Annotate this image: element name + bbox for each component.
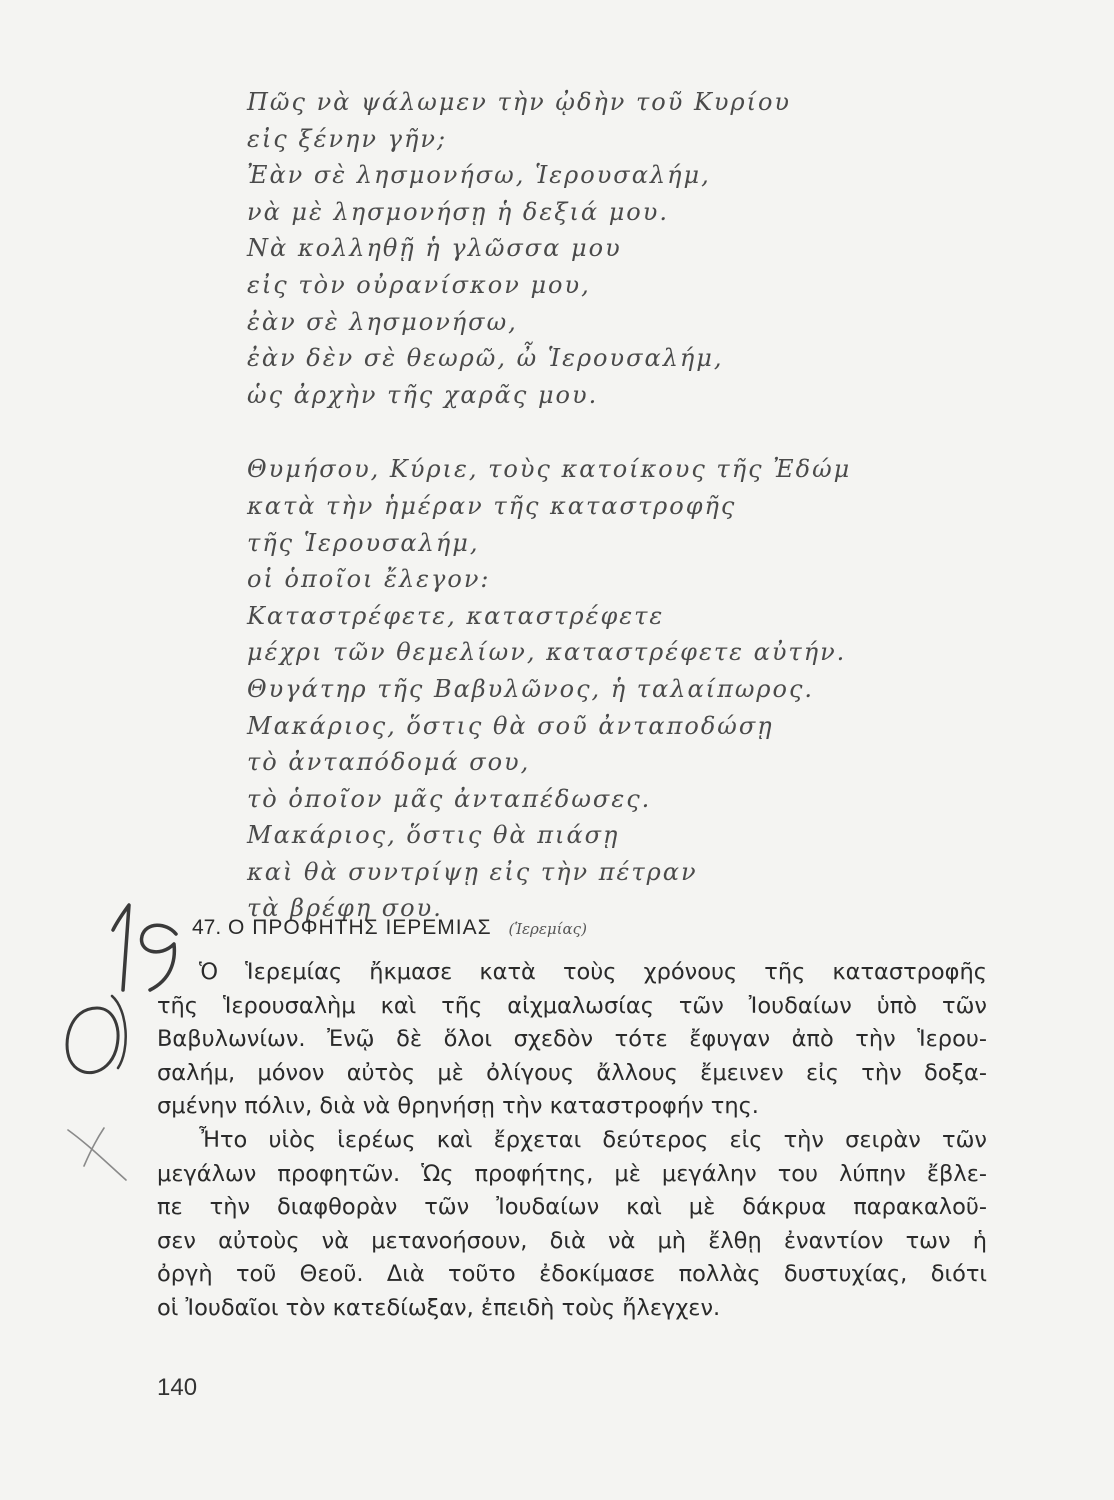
handwritten-one xyxy=(113,905,129,990)
section-title: Ο ΠΡΟΦΗΤΗΣ ΙΕΡΕΜΙΑΣ xyxy=(228,916,492,939)
poem-line: μέχρι τῶν θεμελίων, καταστρέφετε αὐτήν. xyxy=(247,638,847,667)
poem-line: Νὰ κολληθῇ ἡ γλῶσσα μου xyxy=(247,234,622,263)
paragraph-line: μεγάλων προφητῶν. Ὡς προφήτης, μὲ μεγάλην του λύπην ἔβλε- xyxy=(157,1160,987,1187)
paragraph-line: σεν αὐτοὺς νὰ μετανοήσουν, διὰ νὰ μὴ ἔλθῃ ἐναντίον των ἡ xyxy=(157,1227,987,1254)
poem-line: Μακάριος, ὅστις θὰ πιάσῃ xyxy=(247,821,620,850)
poem-line: Μακάριος, ὅστις θὰ σοῦ ἀνταποδώσῃ xyxy=(247,711,774,740)
paragraph-line: τῆς Ἱερουσαλὴμ καὶ τῆς αἰχμαλωσίας τῶν Ἰουδαίων ὑπὸ τῶν xyxy=(157,992,987,1019)
paragraph-line: πε τὴν διαφθορὰν τῶν Ἰουδαίων καὶ μὲ δάκρυα παρακαλοῦ- xyxy=(157,1194,987,1221)
handwritten-x xyxy=(68,1130,126,1180)
paragraph-line: Βαβυλωνίων. Ἐνῷ δὲ ὅλοι σχεδὸν τότε ἔφυγαν ἀπὸ τὴν Ἱερου- xyxy=(157,1026,987,1053)
section-number: 47. xyxy=(192,916,222,939)
poem-line: νὰ μὲ λησμονήσῃ ἡ δεξιά μου. xyxy=(247,197,669,226)
poem-line: τὸ ὁποῖον μᾶς ἀνταπέδωσες. xyxy=(247,784,652,813)
paragraph-line: σαλήμ, μόνον αὐτὸς μὲ ὀλίγους ἄλλους ἔμεινεν εἰς τὴν δοξα- xyxy=(157,1059,987,1086)
paragraph-line: ὀργὴ τοῦ Θεοῦ. Διὰ τοῦτο ἐδοκίμασε πολλὰς δυστυχίας, διότι xyxy=(157,1261,987,1288)
handwritten-nine xyxy=(142,925,176,990)
poem-line: κατὰ τὴν ἡμέραν τῆς καταστροφῆς xyxy=(247,491,737,520)
handwritten-zero xyxy=(67,1008,118,1073)
poem-line: οἱ ὁποῖοι ἔλεγον: xyxy=(247,565,491,594)
paragraph-line: σμένην πόλιν, διὰ νὰ θρηνήσῃ τὴν καταστροφήν της. xyxy=(157,1093,759,1120)
poem-line: ὡς ἀρχὴν τῆς χαρᾶς μου. xyxy=(247,380,599,409)
poem-line: Θυγάτηρ τῆς Βαβυλῶνος, ἡ ταλαίπωρος. xyxy=(247,674,815,703)
poem-line: ἐὰν σὲ λησμονήσω, xyxy=(247,307,518,336)
poem-line: Θυμήσου, Κύριε, τοὺς κατοίκους τῆς Ἐδώμ xyxy=(247,455,852,484)
poem-line: καὶ θὰ συντρίψῃ εἰς τὴν πέτραν xyxy=(247,857,698,886)
poem-line: τὸ ἀνταπόδομά σου, xyxy=(247,748,531,777)
paragraph-line: οἱ Ἰουδαῖοι τὸν κατεδίωξαν, ἐπειδὴ τοὺς ἤλεγχεν. xyxy=(157,1294,721,1321)
poem-line: Ἐὰν σὲ λησμονήσω, Ἱερουσαλήμ, xyxy=(247,161,711,190)
poem-line: εἰς ξένην γῆν; xyxy=(247,124,448,153)
paragraph-line: Ὁ Ἱερεμίας ἤκμασε κατὰ τοὺς χρόνους τῆς καταστροφῆς xyxy=(199,959,987,985)
page-number: 140 xyxy=(157,1374,198,1401)
poem-line: ἐὰν δὲν σὲ θεωρῶ, ὦ Ἱερουσαλήμ, xyxy=(247,344,724,373)
poem-line: τὰ βρέφη σου. xyxy=(247,894,443,923)
poem-line: Καταστρέφετε, καταστρέφετε xyxy=(247,601,665,630)
poem-line: Πῶς νὰ ψάλωμεν τὴν ᾠδὴν τοῦ Κυρίου xyxy=(247,88,792,116)
section-subtitle: (Ἱερεμίας) xyxy=(508,920,587,938)
poem-line: τῆς Ἱερουσαλήμ, xyxy=(247,528,480,557)
paragraph-line: Ἦτο υἱὸς ἱερέως καὶ ἔρχεται δεύτερος εἰς τὴν σειρὰν τῶν xyxy=(199,1126,987,1153)
poem-line: εἰς τὸν οὐρανίσκον μου, xyxy=(247,270,591,299)
